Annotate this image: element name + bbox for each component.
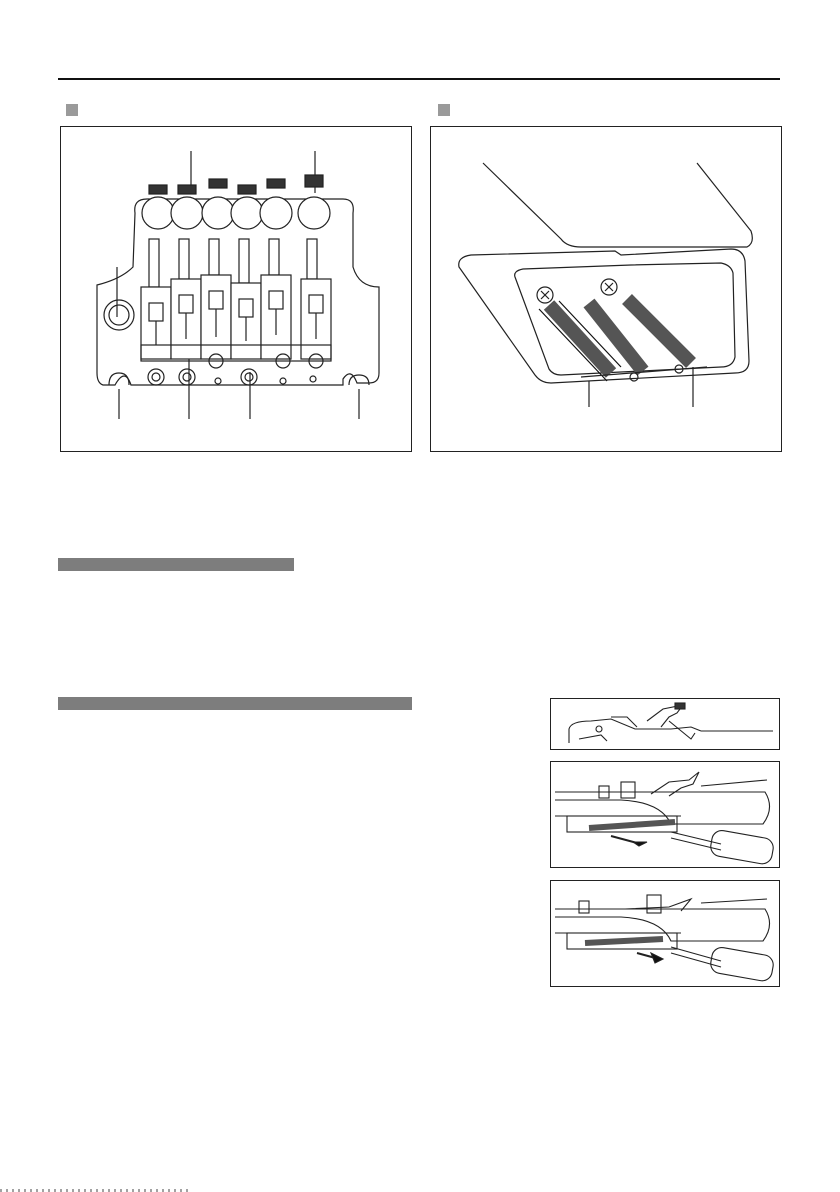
bridge-side-view-icon	[551, 699, 778, 748]
spring-adjust-push-icon	[551, 881, 778, 985]
spring-adjust-push-panel	[550, 880, 780, 987]
section-heading-bar	[58, 558, 294, 571]
section-heading	[58, 562, 62, 574]
section-heading-bar	[58, 697, 412, 710]
figure-marker-square	[438, 104, 450, 116]
figure-marker-square	[66, 104, 78, 116]
bridge-diagram-icon	[61, 127, 410, 450]
spring-adjust-pull-icon	[551, 762, 778, 866]
bridge-figure-panel	[60, 126, 412, 452]
spring-cavity-diagram-icon	[431, 127, 780, 450]
section-heading	[58, 701, 62, 713]
spring-cavity-figure-panel	[430, 126, 782, 452]
spring-adjust-pull-panel	[550, 761, 780, 868]
header-rule	[58, 78, 780, 80]
bridge-side-view-panel	[550, 698, 780, 750]
